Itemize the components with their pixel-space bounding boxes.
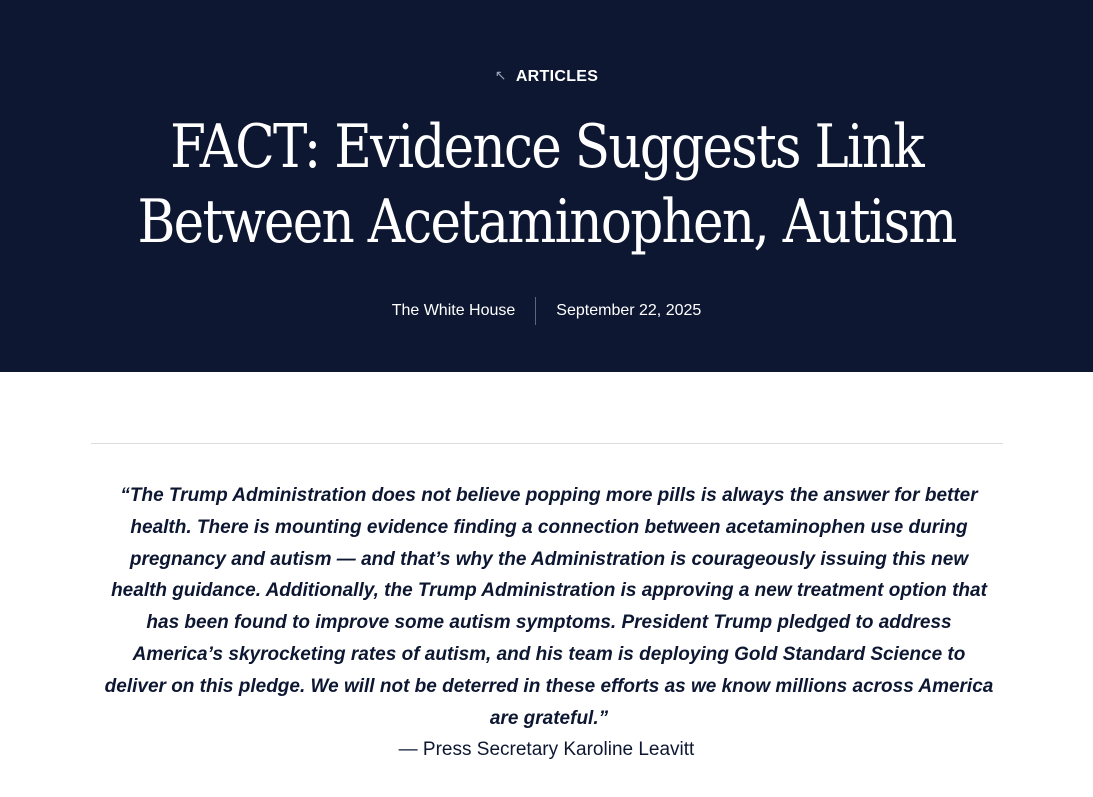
article-hero: [0, 0, 1093, 372]
breadcrumb-articles-link[interactable]: [0, 65, 1093, 88]
arrow-up-left-icon: ↖: [494, 67, 507, 83]
article-meta: [0, 297, 1093, 325]
page-title-line-2: Between Acetaminophen, Autism: [137, 187, 956, 257]
page-title-line-1: FACT: Evidence Suggests Link: [170, 112, 923, 182]
quote-attribution: — Press Secretary Karoline Leavitt: [398, 739, 695, 760]
page-title: [77, 110, 1017, 260]
breadcrumb-label: ARTICLES: [515, 68, 599, 85]
article-author: The White House: [391, 302, 516, 319]
article-date: September 22, 2025: [556, 302, 702, 319]
press-quote: “The Trump Administration does not believe popping more pills is always the answer for better health. There is mounting evidence finding a connection between acetaminophen use during pregnancy and autism — and that’s why the Administration is courageously issuing this new health guidance. Additionally, the Trump Administration is approving a new treatment option that has been found to improve some autism symptoms. President Trump pledged to address America’s skyrocketing rates of autism, and his team is deploying Gold Standard Science to deliver on this pledge. We will not be deterred in these efforts as we know millions across America are grateful.”: [104, 485, 994, 729]
content-divider: [91, 443, 1003, 444]
